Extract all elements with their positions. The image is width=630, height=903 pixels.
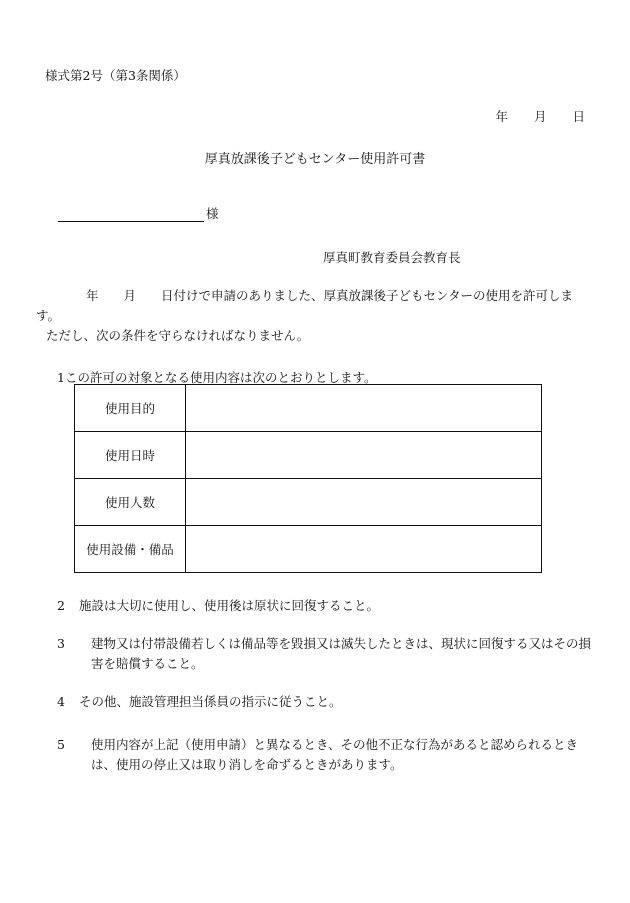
item-number: 1: [57, 370, 65, 385]
item-text: 建物又は付帯設備若しくは備品等を毀損又は滅失したときは、現状に回復する又はその損害を賠償すること。: [91, 636, 592, 671]
date-year: 年: [495, 109, 508, 124]
item-text: 施設は大切に使用し、使用後は原状に回復すること。: [79, 598, 380, 613]
body-paragraph: [36, 286, 591, 326]
item-text: この許可の対象となる使用内容は次のとおりとします。: [64, 370, 377, 385]
addressee: [58, 204, 219, 222]
addressee-blank-line: [58, 207, 204, 222]
table-row: [75, 479, 542, 526]
row-label: 使用人数: [75, 479, 186, 526]
form-number: 様式第2号（第3条関係）: [45, 68, 186, 83]
table-row: [75, 385, 542, 432]
item-number: 5: [57, 737, 65, 752]
item-number: 3: [57, 636, 65, 651]
item-number: 2: [57, 598, 65, 613]
row-label: 使用設備・備品: [75, 526, 186, 573]
row-value: [186, 479, 542, 526]
condition-lead: ただし、次の条件を守らなければなりません。: [46, 328, 310, 343]
item-number: 4: [57, 694, 65, 709]
row-value: [186, 432, 542, 479]
date-day: 日: [572, 109, 585, 124]
condition-item-2: [57, 596, 592, 616]
row-label: 使用目的: [75, 385, 186, 432]
document-title: 厚真放課後子どもセンター使用許可書: [204, 152, 426, 167]
item-text: 使用内容が上記（使用申請）と異なるとき、その他不正な行為があると認められるときは、使用の停止又は取り消しを命ずるときがあります。: [91, 737, 579, 772]
table-row: [75, 526, 542, 573]
condition-item-5: [57, 735, 592, 775]
condition-item-4: [57, 692, 592, 712]
table-row: [75, 432, 542, 479]
issuer: 厚真町教育委員会教育長: [323, 250, 461, 265]
item-text: その他、施設管理担当係員の指示に従うこと。: [79, 694, 342, 709]
date-line: [495, 107, 585, 125]
addressee-suffix: 様: [206, 206, 219, 221]
body-paragraph-text: 年 月 日付けで申請のありました、厚真放課後子どもセンターの使用を許可します。: [36, 288, 574, 323]
condition-item-3: [57, 634, 592, 674]
row-value: [186, 526, 542, 573]
usage-details-table: [74, 384, 542, 573]
date-month: 月: [533, 109, 547, 124]
row-value: [186, 385, 542, 432]
row-label: 使用日時: [75, 432, 186, 479]
